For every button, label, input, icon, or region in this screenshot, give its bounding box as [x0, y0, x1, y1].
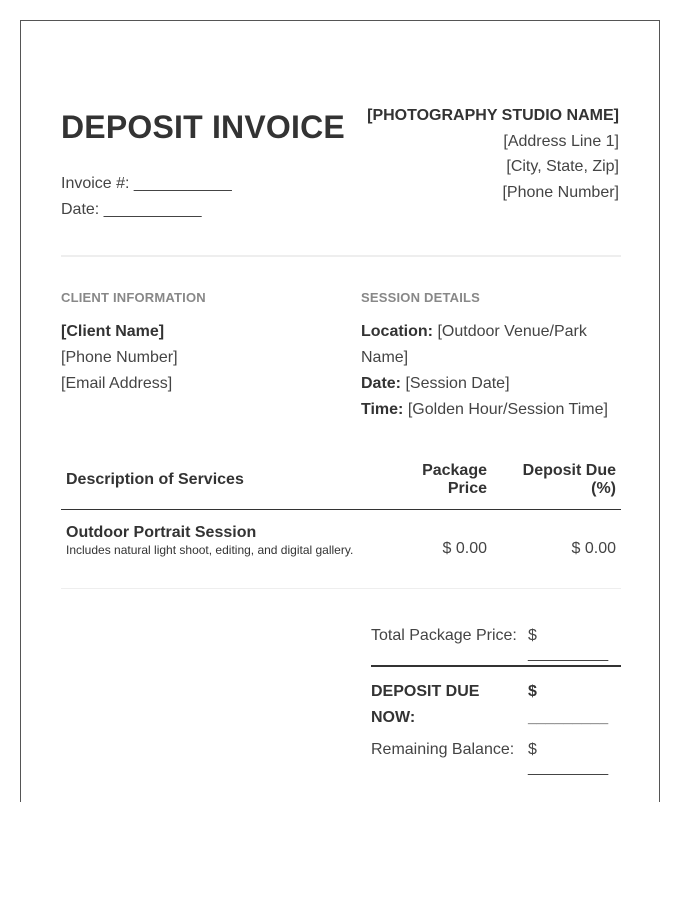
col-price-header-line2: Price [447, 480, 487, 497]
client-info [61, 319, 178, 397]
session-details-heading: SESSION DETAILS [361, 290, 481, 305]
total-package-row [371, 627, 621, 667]
totals-section [371, 627, 621, 776]
service-deposit[interactable]: $ 0.00 [571, 540, 616, 557]
client-info-heading: CLIENT INFORMATION [61, 290, 206, 305]
col-price-header-line1: Package [422, 462, 487, 479]
services-table-header [61, 451, 621, 510]
session-location [361, 319, 631, 371]
session-date-label: Date: [361, 375, 402, 392]
table-row [61, 510, 621, 589]
service-description: Includes natural light shoot, editing, and digital gallery. [66, 543, 354, 557]
invoice-meta [61, 171, 232, 223]
session-time-value: [Golden Hour/Session Time] [407, 401, 608, 418]
studio-address: [Address Line 1] [503, 132, 619, 150]
studio-info [367, 103, 619, 205]
invoice-number-field[interactable]: Invoice #: ___________ [61, 175, 232, 192]
deposit-due-row [371, 667, 621, 737]
header-divider [61, 255, 621, 257]
session-location-value: [Outdoor Venue/Park Name] [361, 323, 587, 366]
col-description-header: Description of Services [66, 471, 244, 488]
remaining-balance-value[interactable]: $ _________ [528, 741, 609, 776]
col-deposit-header-line1: Deposit Due [522, 462, 616, 479]
invoice-date-field[interactable]: Date: ___________ [61, 201, 202, 218]
col-deposit-header [506, 462, 616, 498]
invoice-page [20, 20, 660, 802]
client-phone: [Phone Number] [61, 349, 178, 366]
client-name: [Client Name] [61, 323, 165, 340]
studio-phone: [Phone Number] [502, 183, 619, 201]
invoice-title: DEPOSIT INVOICE [61, 109, 345, 145]
client-email: [Email Address] [61, 375, 173, 392]
total-package-value[interactable]: $ _________ [528, 627, 609, 662]
col-price-header [387, 462, 487, 498]
studio-city-state-zip: [City, State, Zip] [506, 158, 619, 175]
session-details [361, 319, 631, 423]
session-location-label: Location: [361, 323, 433, 340]
studio-name: [PHOTOGRAPHY STUDIO NAME] [367, 107, 619, 124]
services-table [61, 451, 621, 589]
service-price[interactable]: $ 0.00 [442, 540, 487, 557]
session-time-label: Time: [361, 401, 404, 418]
deposit-due-label: DEPOSIT DUE NOW: [371, 683, 480, 726]
session-date [361, 371, 631, 397]
session-date-value: [Session Date] [405, 375, 510, 392]
total-package-label: Total Package Price: [371, 627, 517, 644]
service-name: Outdoor Portrait Session [66, 524, 257, 541]
remaining-balance-label: Remaining Balance: [371, 741, 515, 758]
remaining-balance-row [371, 737, 621, 776]
deposit-due-value[interactable]: $ _________ [528, 683, 609, 726]
session-time [361, 397, 631, 423]
col-deposit-header-line2: (%) [591, 480, 616, 497]
